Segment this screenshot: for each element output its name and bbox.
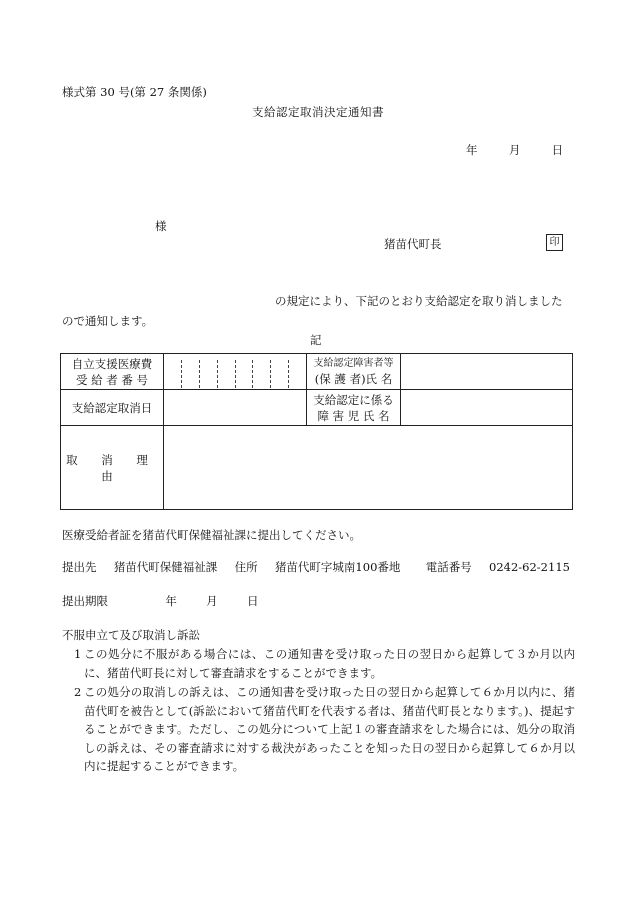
deadline-year-label: 年 [165,594,177,608]
notice-text: 医療受給者証を猪苗代町保健福祉課に提出してください。 [62,528,361,542]
appeal-item-text: この処分の取消しの訴えは、この通知書を受け取った日の翌日から起算して６か月以内に、猪苗代町を被告として(訴訟において猪苗代町を代表する者は、猪苗代町長となります。)、提起することができます。ただし、この処分について上記１の審査請求をした場合には、処分の取消しの訴えは、その審査請求に対する裁決があったことを知った日の翌日から起算して６か月以内に提起することができます。 [84,685,575,773]
digit-box[interactable] [271,360,289,388]
deadline-day-label: 日 [246,594,259,608]
addressee-suffix: 様 [155,219,167,233]
table-row [61,390,573,426]
body-text-line-2: ので通知します。 [62,314,154,328]
submission-phone: 0242-62-2115 [489,560,570,574]
submission-dest: 猪苗代町保健福祉課 [113,560,218,574]
submission-address: 猪苗代町字城南100番地 [274,560,401,574]
person-name-field[interactable] [401,354,573,390]
document-title: 支給認定取消決定通知書 [252,105,384,119]
appeal-item-number: 1 [74,647,82,661]
body-text-line-1: の規定により、下記のとおり支給認定を取り消しました [275,294,563,308]
deadline-month-label: 月 [206,594,218,608]
date-day-label: 日 [551,143,564,157]
submission-deadline [62,593,258,609]
cancel-date-label: 支給認定取消日 [61,390,164,426]
digit-box[interactable] [164,360,182,388]
child-name-field[interactable] [401,390,573,426]
cancel-reason-field[interactable] [164,426,573,510]
cancel-reason-label: 取 消 理 由 [61,426,164,510]
digit-box[interactable] [182,360,200,388]
issuer-name: 猪苗代町長 [384,237,442,251]
appeal-item [70,683,575,776]
label-line: (保 護 者)氏 名 [314,372,393,386]
form-number: 様式第 30 号(第 27 条関係) [62,85,207,99]
label-line: 受 給 者 番 号 [75,372,149,387]
digit-box[interactable] [236,360,254,388]
date-year-label: 年 [466,143,478,157]
person-name-label [307,354,401,390]
appeal-item [70,645,575,682]
seal-mark: 印 [546,234,563,251]
appeal-heading: 不服申立て及び取消し訴訟 [62,628,200,642]
table-row [61,354,573,390]
ki-heading: 記 [310,333,322,347]
submission-phone-label: 電話番号 [425,560,472,574]
digit-box[interactable] [200,360,218,388]
submission-dest-label: 提出先 [62,560,97,574]
table-row [61,426,573,510]
appeal-item-number: 2 [74,685,82,699]
recipient-number-field[interactable] [164,354,307,390]
cancellation-form-table [60,353,573,510]
cancel-date-field[interactable] [164,390,307,426]
label-line: 支給認定障害者等 [313,358,394,369]
issue-date [466,142,563,158]
label-line: 支給認定に係る [313,392,394,407]
label-line: 障 害 児 氏 名 [317,408,390,423]
child-name-label [307,390,401,426]
label-line: 自立支援医療費 [71,356,153,371]
digit-box[interactable] [253,360,271,388]
appeal-item-text: この処分に不服がある場合には、この通知書を受け取った日の翌日から起算して３か月以内に、猪苗代町長に対して審査請求をすることができます。 [84,647,575,680]
digit-box[interactable] [289,360,306,388]
submission-info [62,559,570,575]
date-month-label: 月 [508,143,521,157]
recipient-number-label [61,354,164,390]
submission-address-label: 住所 [234,560,258,574]
deadline-label: 提出期限 [62,594,108,608]
digit-box[interactable] [218,360,236,388]
